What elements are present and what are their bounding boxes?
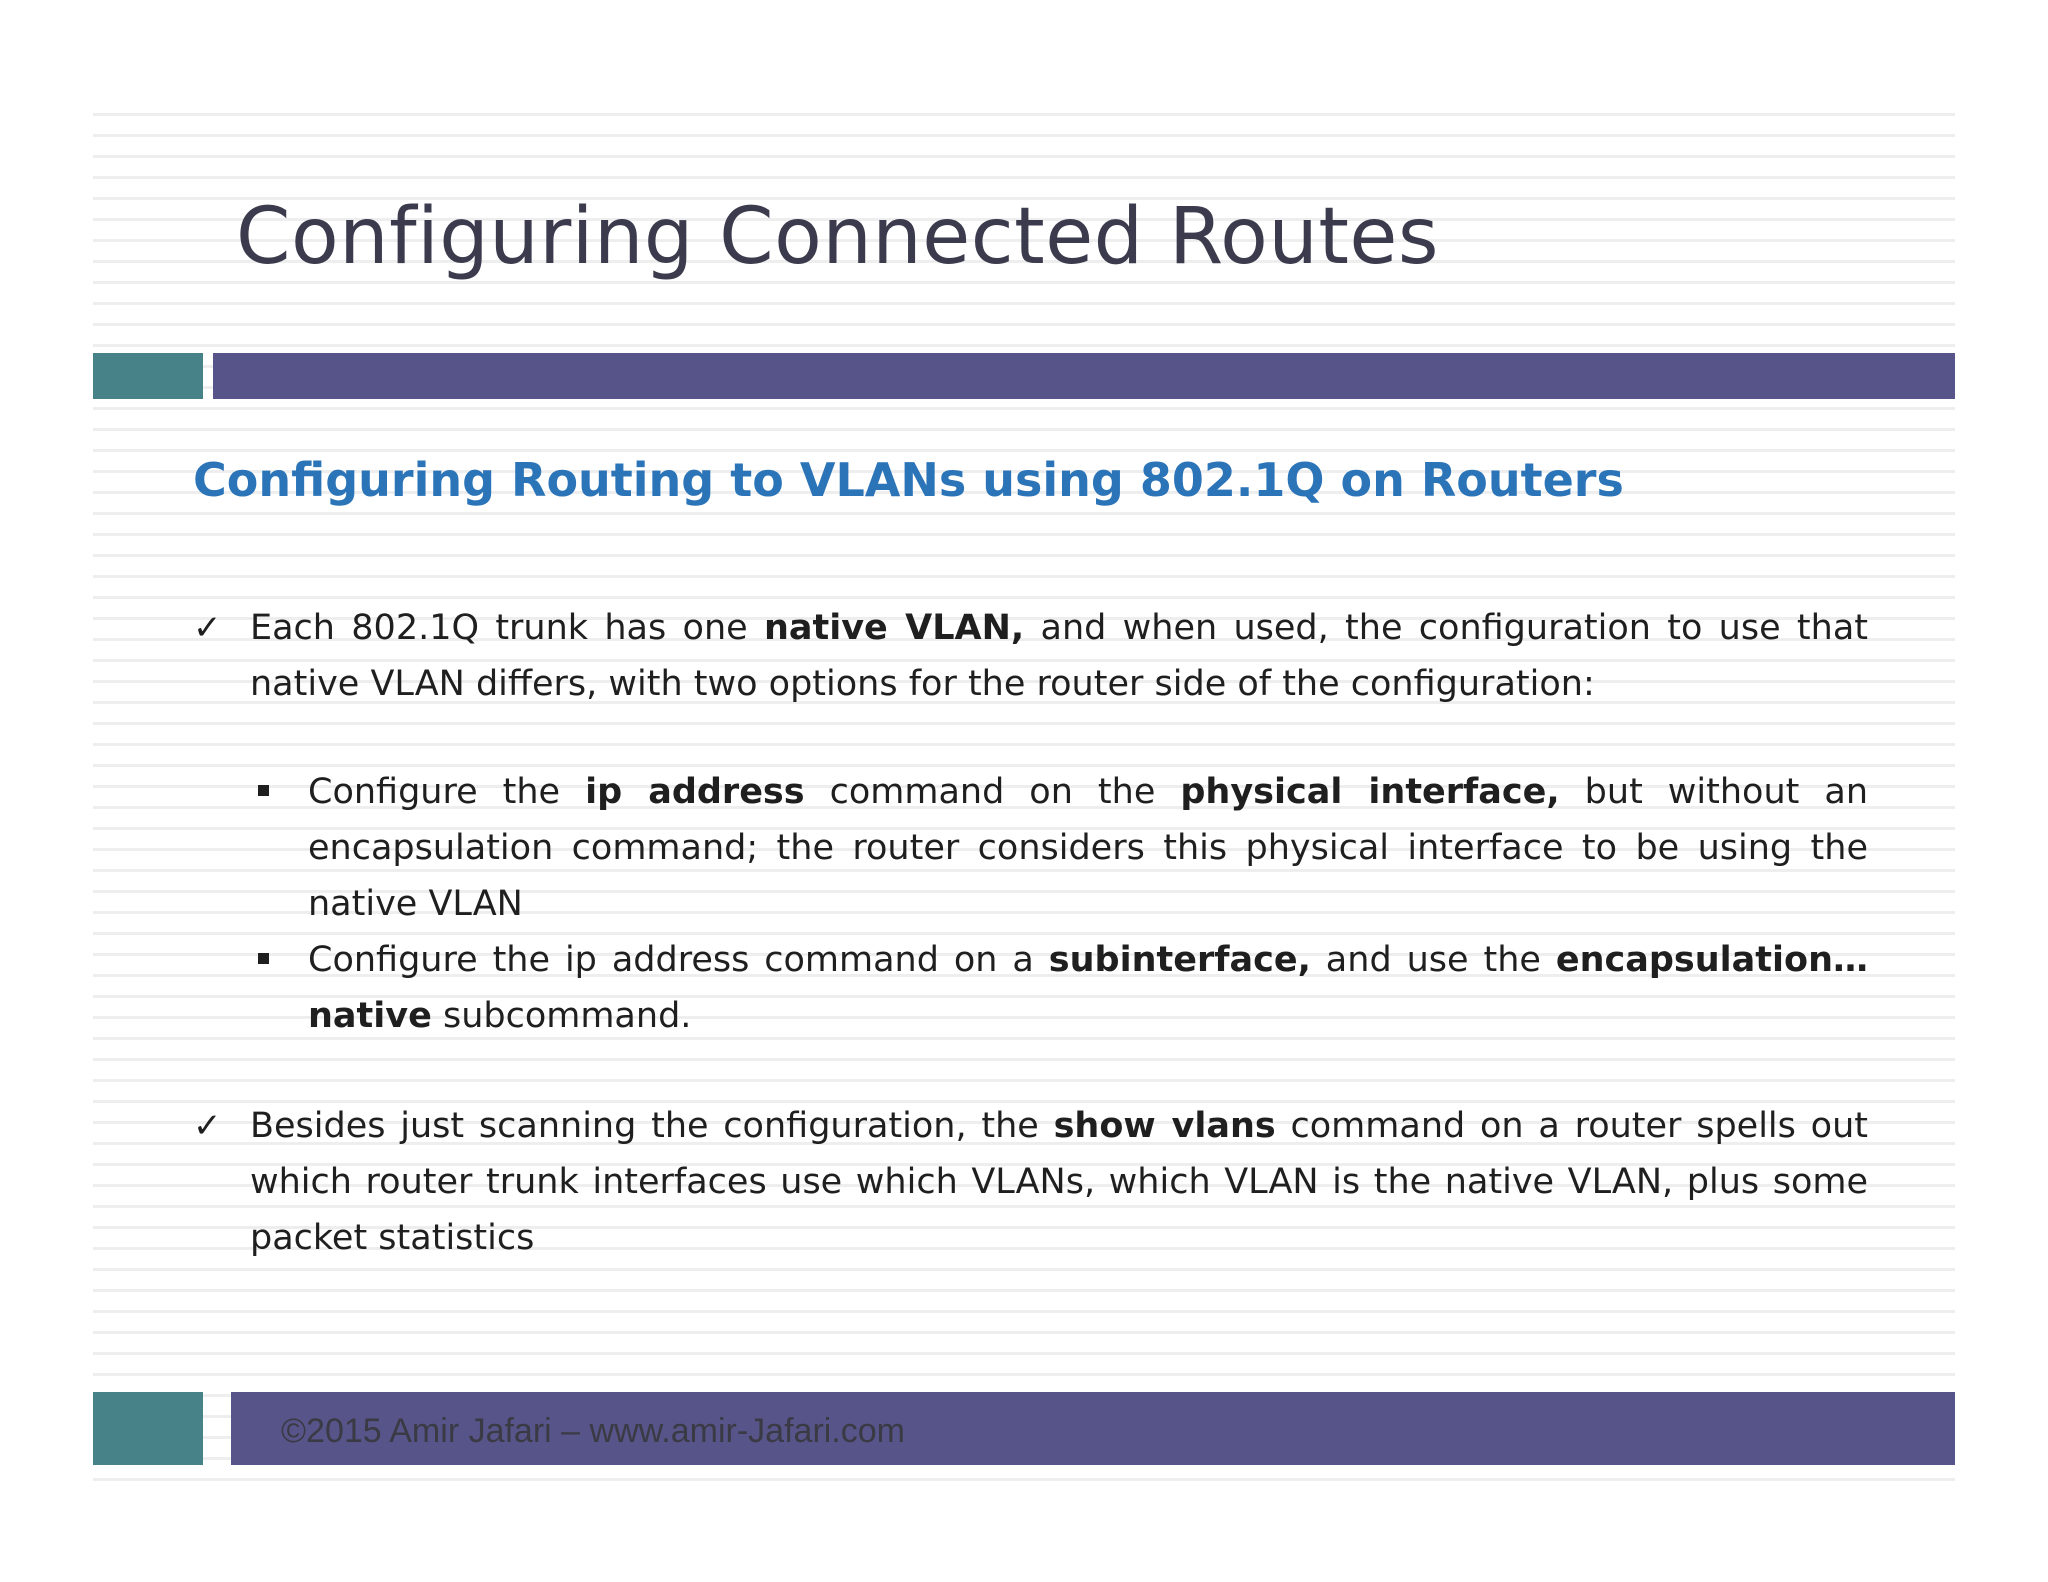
emphasis-text: ip address [585,772,805,812]
text-segment: Besides just scanning the configuration, the [250,1106,1054,1146]
slide-subtitle: Configuring Routing to VLANs using 802.1Q on Routers [193,453,1624,507]
text-segment: but without an encapsulation command; the router considers this physical interface to be using the native VLAN [308,772,1869,924]
sub-bullet-list [193,764,1868,1044]
text-segment: Configure the [308,772,586,812]
bullet-native-vlan [193,600,1868,712]
title-bar-purple-band [213,353,1955,399]
text-segment: Configure the ip address command on a [308,940,1049,980]
square-bullet-icon [258,785,269,796]
bullet-text [250,608,1868,704]
emphasis-text: subinterface, [1048,940,1311,980]
square-bullet-icon [258,953,269,964]
footer-bar-teal-block [93,1392,203,1465]
emphasis-text: encapsulation…native [308,940,1868,1036]
checkmark-icon: ✓ [193,608,222,648]
text-segment: command on the [804,772,1181,812]
checkmark-icon: ✓ [193,1106,222,1146]
emphasis-text: show vlans [1053,1106,1276,1146]
sub-bullet-physical-interface [250,764,1868,932]
emphasis-text: physical interface, [1180,772,1560,812]
sub-bullet-text [308,772,1868,924]
bullet-show-vlans [193,1098,1868,1266]
footer-copyright: ©2015 Amir Jafari – www.amir-Jafari.com [281,1412,906,1450]
text-segment: Each 802.1Q trunk has one [250,608,764,648]
slide-title: Configuring Connected Routes [236,192,1440,282]
footer-bar-purple-band [231,1392,1955,1465]
bullet-list [193,600,1868,1266]
sub-bullet-text [308,940,1868,1036]
sub-bullet-subinterface [250,932,1868,1044]
text-segment: and when used, the configuration to use that native VLAN differs, with two options for the router side of the configuration: [250,608,1868,704]
title-bar-teal-block [93,353,203,399]
text-segment: subcommand. [431,996,692,1036]
text-segment: command on a router spells out which router trunk interfaces use which VLANs, which VLAN is the native VLAN, plus some packet statistics [250,1106,1868,1258]
text-segment: and use the [1310,940,1556,980]
slide [93,100,1955,1495]
bullet-text [250,1106,1868,1258]
emphasis-text: native VLAN, [763,608,1025,648]
